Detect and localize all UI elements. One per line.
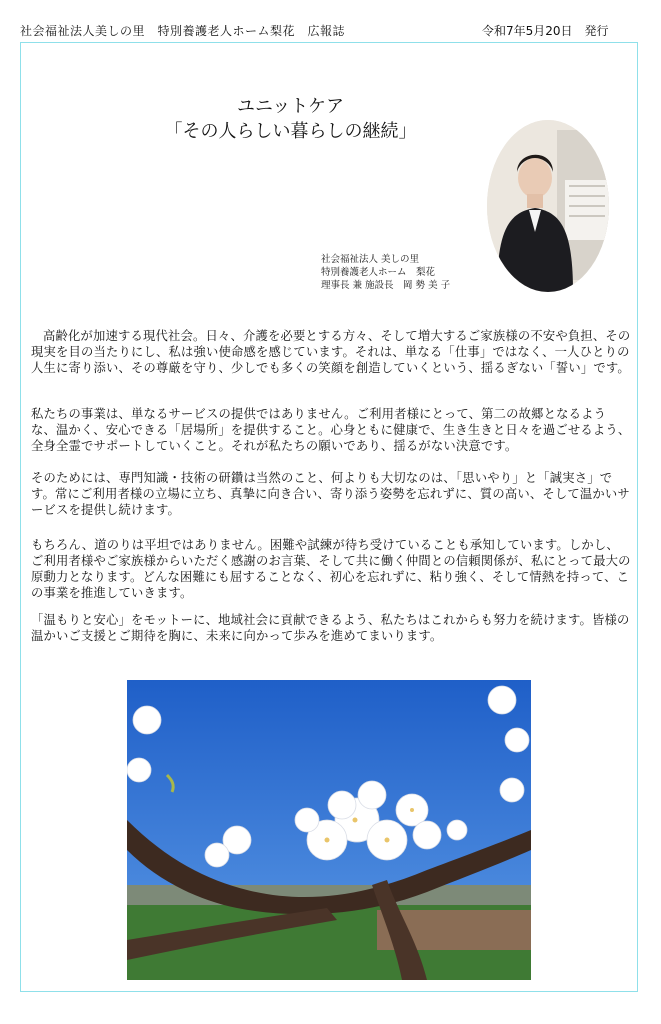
signature-facility: 特別養護老人ホーム 梨花 (321, 267, 436, 278)
newsletter-header: 社会福祉法人美しの里 特別養護老人ホーム梨花 広報誌 (20, 24, 346, 38)
body-paragraph-2: 私たちの事業は、単なるサービスの提供ではありません。ご利用者様にとって、第二の故郷となるような、温かく、安心できる「居場所」を提供すること。心身ともに健康で、生き生きと日々を過ごせるよう、全身全霊でサポートしていくこと。それが私たちの願いであり、揺るがない決意です。 (31, 407, 631, 453)
director-portrait (487, 120, 609, 292)
signature-org: 社会福祉法人 美しの里 (321, 254, 420, 265)
page-subtitle: 「その人らしい暮らしの継続」 (164, 121, 417, 142)
signature-name: 理事長 兼 施設長 岡 勢 美 子 (321, 280, 451, 291)
pear-blossom-photo (127, 680, 531, 980)
body-paragraph-1: 高齢化が加速する現代社会。日々、介護を必要とする方々、そして増大するご家族様の不安や負担、その現実を目の当たりにし、私は強い使命感を感じています。それは、単なる「仕事」ではなく、一人ひとりの人生に寄り添い、その尊厳を守り、少しでも多くの笑顔を創造していくという、揺るぎない「誓い」です。 (31, 329, 631, 375)
body-paragraph-4: もちろん、道のりは平坦ではありません。困難や試練が待ち受けていることも承知しています。しかし、ご利用者様やご家族様からいただく感謝のお言葉、そして共に働く仲間との信頼関係が、私にとって最大の原動力となります。どんな困難にも屈することなく、初心を忘れずに、粘り強く、そして情熱を持って、この事業を推進していきます。 (31, 538, 631, 600)
body-paragraph-5: 「温もりと安心」をモットーに、地域社会に貢献できるよう、私たちはこれからも努力を続けます。皆様の温かいご支援とご期待を胸に、未来に向かって歩みを進めてまいります。 (31, 613, 630, 643)
page-title: ユニットケア (237, 96, 344, 117)
issue-date: 令和7年5月20日 発行 (482, 24, 609, 38)
body-paragraph-3: そのためには、専門知識・技術の研鑽は当然のこと、何よりも大切なのは、「思いやり」と「誠実さ」です。常にご利用者様の立場に立ち、真摯に向き合い、寄り添う姿勢を忘れずに、質の高い、そして温かいサービスを提供し続けます。 (31, 471, 630, 517)
